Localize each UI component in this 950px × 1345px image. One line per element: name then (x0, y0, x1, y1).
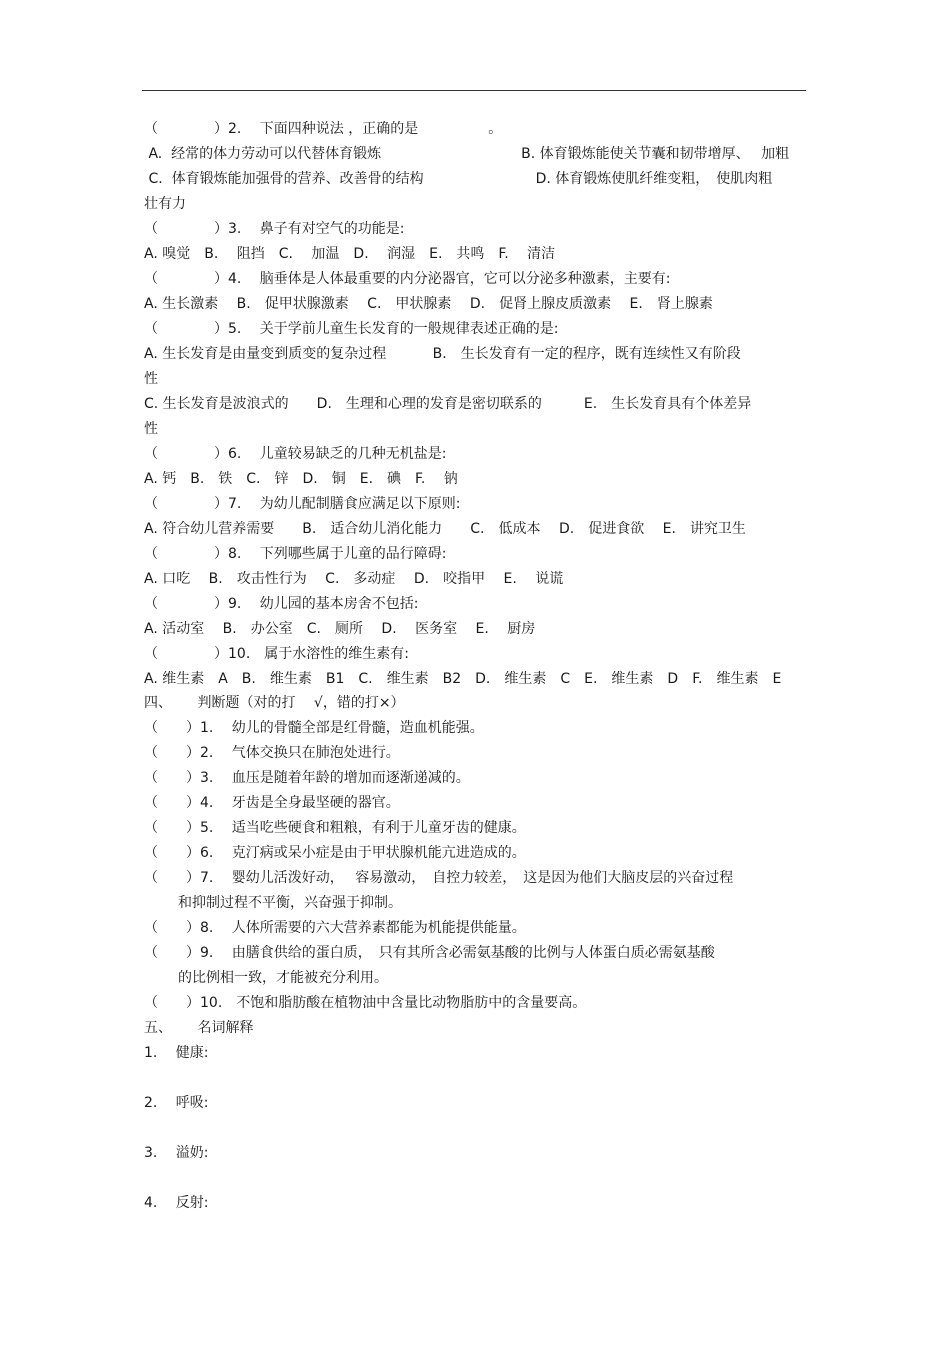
question-3-8-options: A. 口吃 B. 攻击性行为 C. 多动症 D. 咬指甲 E. 说谎 (144, 571, 564, 587)
question-3-6-options: A. 钙 B. 铁 C. 锌 D. 铜 E. 碘 F. 钠 (144, 471, 458, 487)
question-3-2-options-ab: A. 经常的体力劳动可以代替体育锻炼 B. 体育锻炼能使关节囊和韧带增厚、 加粗 (144, 146, 790, 162)
question-3-9-stem: （ ）9. 幼儿园的基本房舍不包括: (144, 596, 419, 612)
question-3-3-options: A. 嗅觉 B. 阻挡 C. 加温 D. 润湿 E. 共鸣 F. 清洁 (144, 246, 556, 262)
question-3-8-stem: （ ）8. 下列哪些属于儿童的品行障碍: (144, 546, 447, 562)
judgement-item: （ ）8. 人体所需要的六大营养素都能为机能提供能量。 (144, 920, 526, 936)
judgement-item: （ ）4. 牙齿是全身最坚硬的器官。 (144, 795, 400, 811)
question-3-7-stem: （ ）7. 为幼儿配制膳食应满足以下原则: (144, 496, 461, 512)
judgement-item-cont: 和抑制过程不平衡，兴奋强于抑制。 (178, 895, 402, 911)
term-item: 4. 反射: (144, 1195, 209, 1211)
header-rule (142, 90, 806, 91)
judgement-item: （ ）1. 幼儿的骨髓全部是红骨髓，造血机能强。 (144, 720, 484, 736)
question-3-10-options: A. 维生素 A B. 维生素 B1 C. 维生素 B2 D. 维生素 C E. 维生素 D F. 维生素 E (144, 671, 782, 687)
judgement-item: （ ）10. 不饱和脂肪酸在植物油中含量比动物脂肪中的含量要高。 (144, 995, 587, 1011)
judgement-item: （ ）5. 适当吃些硬食和粗粮，有利于儿童牙齿的健康。 (144, 820, 526, 836)
term-item: 1. 健康: (144, 1045, 209, 1061)
question-3-2-options-cont: 壮有力 (144, 196, 186, 212)
term-item: 3. 溢奶: (144, 1145, 209, 1161)
question-3-2-stem: （ ）2. 下面四种说法 ，正确的是 。 (144, 121, 503, 137)
question-3-9-options: A. 活动室 B. 办公室 C. 厕所 D. 医务室 E. 厨房 (144, 621, 536, 637)
section-5-heading: 五、 名词解释 (144, 1020, 254, 1036)
judgement-item: （ ）2. 气体交换只在肺泡处进行。 (144, 745, 400, 761)
question-3-7-options: A. 符合幼儿营养需要 B. 适合幼儿消化能力 C. 低成本 D. 促进食欲 E. 讲究卫生 (144, 521, 746, 537)
question-3-5-options-ab-cont: 性 (144, 371, 158, 387)
question-3-4-stem: （ ）4. 脑垂体是人体最重要的内分泌器官，它可以分泌多种激素，主要有: (144, 271, 671, 287)
judgement-item: （ ）9. 由膳食供给的蛋白质， 只有其所含必需氨基酸的比例与人体蛋白质必需氨基酸 (144, 945, 715, 961)
question-3-5-options-ab: A. 生长发育是由量变到质变的复杂过程 B. 生长发育有一定的程序，既有连续性又有阶段 (144, 346, 741, 362)
judgement-item: （ ）7. 婴幼儿活泼好动， 容易激动， 自控力较差， 这是因为他们大脑皮层的兴奋过程 (144, 870, 734, 886)
term-item: 2. 呼吸: (144, 1095, 209, 1111)
judgement-item: （ ）6. 克汀病或呆小症是由于甲状腺机能亢进造成的。 (144, 845, 526, 861)
question-3-3-stem: （ ）3. 鼻子有对空气的功能是: (144, 221, 405, 237)
judgement-item: （ ）3. 血压是随着年龄的增加而逐渐递减的。 (144, 770, 470, 786)
question-3-2-options-cd: C. 体育锻炼能加强骨的营养、改善骨的结构 D. 体育锻炼使肌纤维变粗， 使肌肉粗 (144, 171, 773, 187)
question-3-4-options: A. 生长激素 B. 促甲状腺激素 C. 甲状腺素 D. 促肾上腺皮质激素 E. 肾上腺素 (144, 296, 713, 312)
question-3-6-stem: （ ）6. 儿童较易缺乏的几种无机盐是: (144, 446, 447, 462)
question-3-5-stem: （ ）5. 关于学前儿童生长发育的一般规律表述正确的是: (144, 321, 559, 337)
question-3-5-options-cde-cont: 性 (144, 421, 158, 437)
judgement-item-cont: 的比例相一致，才能被充分利用。 (178, 970, 388, 986)
question-3-5-options-cde: C. 生长发育是波浪式的 D. 生理和心理的发育是密切联系的 E. 生长发育具有个体差异 (144, 396, 752, 412)
section-4-heading: 四、 判断题（对的打 √，错的打×） (144, 695, 405, 711)
question-3-10-stem: （ ）10. 属于水溶性的维生素有: (144, 646, 409, 662)
